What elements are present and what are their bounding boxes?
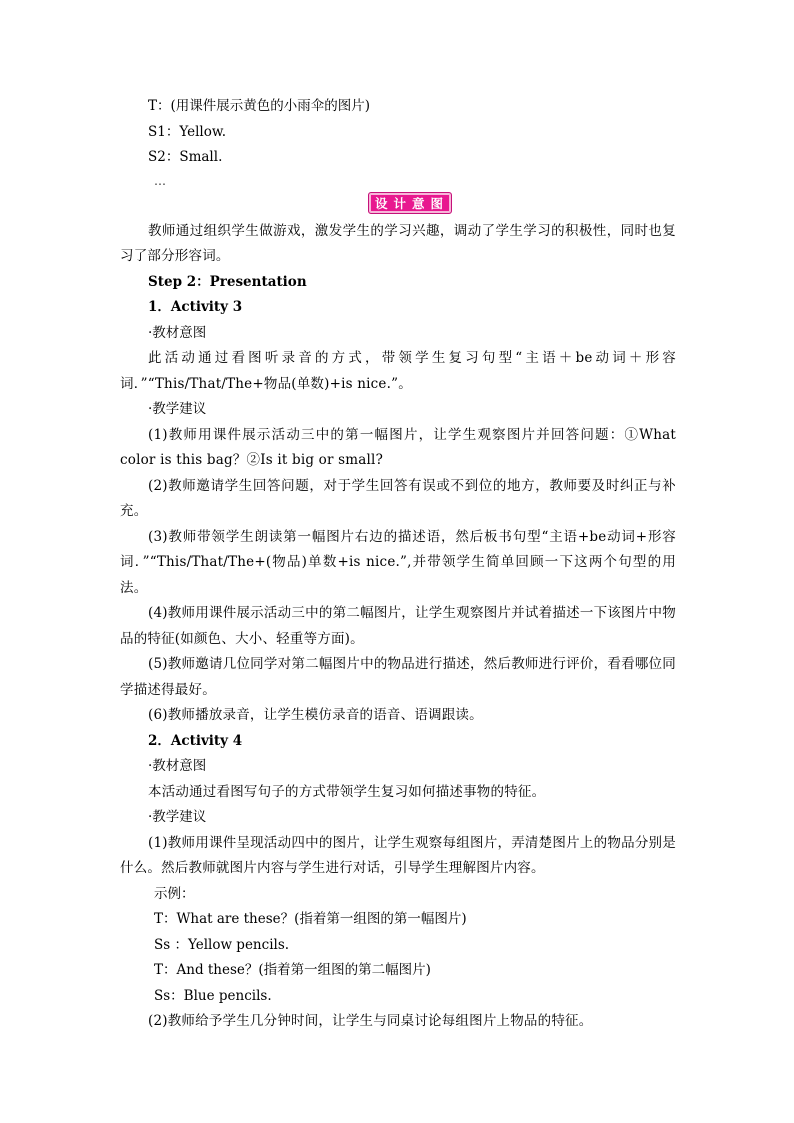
example-line: Ss：Blue pencils. [154, 987, 272, 1004]
example-line: T：And these？(指着第一组图的第二幅图片) [154, 962, 431, 978]
activity4-suggest-label: ·教学建议 [148, 809, 207, 825]
ellipsis: … [154, 173, 166, 188]
activity3-item-3: (3)教师带领学生朗读第一幅图片右边的描述语，然后板书句型“主语+be动词+形容词．”“This/That/The+(物品)单数+is nice.”,并带领学生简单回顾一下这两个句型的用法。 [120, 528, 676, 596]
activity3-item-2: (2)教师邀请学生回答问题，对于学生回答有误或不到位的地方，教师要及时纠正与补充。 [120, 477, 676, 519]
activity4-intent-label: ·教材意图 [148, 758, 207, 774]
step2-heading: Step 2：Presentation [148, 273, 307, 290]
design-intent-banner-row [120, 191, 676, 219]
activity3-item-6: (6)教师播放录音，让学生模仿录音的语音、语调跟读。 [148, 707, 483, 723]
design-intent-text: 教师通过组织学生做游戏，激发学生的学习兴趣，调动了学生学习的积极性，同时也复习了部分形容词。 [120, 222, 676, 264]
activity4-intent-text: 本活动通过看图写句子的方式带领学生复习如何描述事物的特征。 [148, 783, 546, 800]
activity4-item-2: (2)教师给予学生几分钟时间，让学生与同桌讨论每组图片上物品的特征。 [148, 1013, 593, 1029]
activity3-intent-label: ·教材意图 [148, 324, 207, 341]
example-line: T：What are these？(指着第一组图的第一幅图片) [154, 911, 467, 927]
dialogue-line-s1: S1：Yellow. [148, 123, 227, 140]
activity3-title: 1．Activity 3 [148, 299, 243, 315]
activity3-item-1: (1)教师用课件展示活动三中的第一幅图片，让学生观察图片并回答问题：①What color is this bag？②Is it big or small? [120, 426, 676, 468]
activity4-example-label: 示例： [154, 885, 195, 902]
activity3-intent-text: 此活动通过看图听录音的方式，带领学生复习句型“主语＋be动词＋形容词．”“This/That/The+物品(单数)+is nice.”。 [120, 350, 676, 392]
activity3-item-5: (5)教师邀请几位同学对第二幅图片中的物品进行描述，然后教师进行评价，看看哪位同学描述得最好。 [120, 656, 676, 698]
activity4-title: 2．Activity 4 [148, 732, 243, 749]
activity3-item-4: (4)教师用课件展示活动三中的第二幅图片，让学生观察图片并试着描述一下该图片中物品的特征(如颜色、大小、轻重等方面)。 [120, 605, 676, 647]
activity4-item-1: (1)教师用课件呈现活动四中的图片，让学生观察每组图片，弄清楚图片上的物品分别是什么。然后教师就图片内容与学生进行对话，引导学生理解图片内容。 [120, 834, 676, 876]
dialogue-line-t: T：(用课件展示黄色的小雨伞的图片) [148, 98, 371, 114]
dialogue-line-s2: S2：Small. [148, 149, 223, 165]
design-intent-banner: 设计意图 [368, 192, 452, 214]
activity3-suggest-label: ·教学建议 [148, 401, 207, 417]
example-line: Ss ：Yellow pencils. [154, 936, 290, 953]
document-page [120, 94, 676, 1035]
